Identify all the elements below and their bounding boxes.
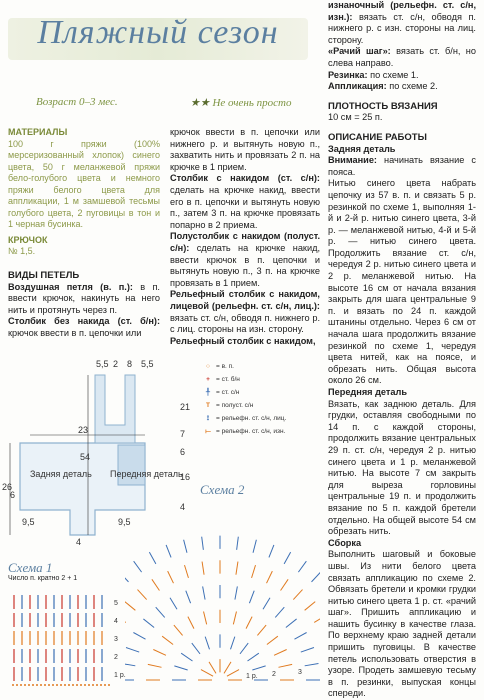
scheme1-title: Схема 1	[8, 560, 53, 575]
stitch-mark	[237, 537, 239, 550]
stitch-mark	[209, 662, 216, 674]
loops-section-col2	[170, 127, 320, 347]
stitch-mark	[224, 662, 231, 674]
applique-text: по схеме 2.	[389, 81, 438, 92]
stitch-mark	[192, 643, 200, 654]
dim-waist: 6	[10, 490, 16, 500]
stitch-mark	[125, 615, 126, 622]
scheme1-row-label: 1 р.	[114, 672, 126, 679]
stitch-mark	[170, 598, 177, 610]
air-loop-term: Воздушная петля (в. п.):	[8, 281, 133, 292]
dim-bottom-mid: 4	[76, 537, 82, 547]
stitch-mark	[181, 653, 192, 661]
stitch-mark	[125, 572, 128, 582]
front-post-text: вязать ст. с/н, обводя п. нижнего р. с лиц. стороны на изн. сторону.	[170, 312, 320, 335]
scheme1-subtitle: Число п. кратно 2 + 1	[8, 575, 78, 582]
legend-row-sc: + = ст. б/н	[200, 373, 320, 386]
dim-side-4: 4	[180, 502, 186, 512]
stitch-mark	[249, 591, 254, 603]
stitch-mark	[284, 552, 291, 564]
loops-section-col1	[8, 270, 160, 340]
pattern-band	[118, 445, 145, 485]
attention-text: начинать вязание с пояса.	[328, 155, 477, 177]
pattern-bib	[95, 375, 135, 443]
rib-text: по схеме 1.	[370, 69, 419, 80]
stitch-mark	[240, 643, 248, 654]
sc-icon: +	[206, 376, 210, 383]
stitch-mark	[227, 670, 239, 677]
rib-term: Резинка:	[328, 69, 368, 80]
difficulty-label: Не очень просто	[212, 97, 292, 109]
scheme2-row-label: 2	[272, 671, 276, 678]
assembly-text: Выполнить шаговый и боковые швы. Из нити белого цвета связать аппликацию по схеме 2. Обвязать бретели и кромки грудки нитью синего цвета 1 р. ст. «рачий шаг». Пришить аппликацию и нашить бусинку в качестве глаза. По верхнему краю задней детали пришить пуговицы. В качестве петель использовать отверстия в узоре. Продеть замшевую тесьму в п. резинки, выпуская концы спереди.	[328, 549, 476, 699]
stitch-mark	[134, 561, 142, 572]
stitch-mark	[204, 611, 207, 624]
stitch-mark	[149, 552, 156, 564]
stitch-mark	[174, 666, 187, 670]
stitch-mark	[202, 562, 204, 575]
sc-term: Столбик без накида (ст. б/н):	[8, 316, 160, 327]
stitch-mark	[263, 598, 270, 610]
stitch-mark	[125, 664, 135, 666]
stitch-mark	[257, 625, 266, 635]
stitch-mark	[205, 637, 209, 650]
scheme1-row-label: 5	[114, 600, 118, 607]
crab-term: «Рачий шаг»:	[328, 46, 391, 57]
stitch-mark	[293, 590, 302, 600]
stitch-mark	[305, 664, 319, 666]
dim-right-height: 54	[80, 452, 91, 462]
scheme1-row-label: 3	[114, 636, 118, 643]
back-detail-label: Задняя деталь	[30, 469, 92, 479]
materials-section	[8, 127, 160, 258]
applique-term: Аппликация:	[328, 81, 387, 92]
stitch-mark	[152, 579, 160, 590]
scheme1-row-label: 4	[114, 618, 118, 625]
back-detail-text: Нитью синего цвета набрать цепочку из 57 в. п. и связать 5 р. резинкой по схеме 1, выполняя 1-й и 2-й р. нитью синего цвета, 3-й р. — меланжевой нитью, 4-й и 5-й р. — нитью синего цвета. Продолжить вязание ст. с/н, чередуя 2 р. нитью синего цвета и 2 р. меланжевой нитью. На высоте 16 см от начала вязания закрыть для шага центральные 9 п. и вязать по 24 п. каждой штанины отдельно. Через 6 см от начала шага продолжить вязание резинкой по схеме 1, чередуя цвета нитей, как на поясе, и обрезать нить. Общая высота около 26 см.	[328, 178, 476, 386]
stitch-mark	[253, 540, 256, 553]
stitch-mark	[298, 561, 306, 572]
dc-icon: ╀	[206, 389, 210, 396]
stitch-mark	[312, 572, 320, 582]
scheme1-row-label: 2	[114, 654, 118, 661]
assembly-heading: Сборка	[328, 537, 362, 548]
dim-upper-height: 21	[180, 402, 191, 412]
dim-mid-height: 7	[180, 429, 186, 439]
stitch-mark	[252, 565, 256, 578]
scheme2-title: Схема 2	[200, 482, 245, 497]
stitch-mark	[162, 636, 173, 644]
stitch-mark	[252, 666, 265, 670]
dc-text: сделать на крючке накид, ввести его в п. цепочки и вытянуть новую п., затем 3 п. на крючке провязать попарно в 2 приема.	[170, 184, 320, 230]
stitch-mark	[143, 619, 154, 628]
difficulty-info	[190, 96, 291, 109]
col3-text	[328, 0, 476, 700]
work-heading: ОПИСАНИЕ РАБОТЫ	[328, 131, 427, 143]
hdc-term: Полустолбик с накидом (полуст. с/н):	[170, 231, 320, 253]
back-post-text: вязать ст. с/н, обводя п. нижнего р. с изн. стороны на лиц. сторону.	[328, 11, 476, 45]
dim-bottom-right: 9,5	[118, 517, 131, 527]
materials-heading: МАТЕРИАЛЫ	[8, 127, 68, 137]
stitch-mark	[286, 619, 297, 628]
stitch-mark	[275, 607, 284, 617]
dim-left-height: 26	[2, 482, 13, 492]
hook-value: № 1,5.	[8, 246, 36, 256]
legend-row-hdc: T = полуст. с/н	[200, 399, 320, 412]
stitch-mark	[203, 586, 205, 599]
stitch-mark	[133, 633, 145, 640]
sc-text: крючок ввести в п. цепочки или нижнего р. и вытянуть новую п., захватить нить и провязать 2 п. на крючке в 1 прием.	[170, 127, 320, 172]
scheme2-row-label: 1 р.	[246, 673, 258, 680]
legend-row-front-post: ⟟ = рельефн. ст. с/н, лиц.	[200, 412, 320, 425]
stitch-mark	[231, 637, 235, 650]
density-heading: ПЛОТНОСТЬ ВЯЗАНИЯ	[328, 100, 438, 112]
attention-term: Внимание:	[328, 155, 377, 166]
dim-strap-d: 5,5	[141, 359, 154, 369]
legend-row-back-post: ⟝ = рельефн. ст. с/н, изн.	[200, 425, 320, 438]
stitch-mark	[305, 602, 316, 611]
stitch-mark	[235, 586, 237, 599]
stitch-mark	[125, 602, 135, 611]
front-detail-label: Передняя деталь	[110, 469, 183, 479]
age-info: Возраст 0–3 мес.	[36, 96, 118, 108]
stitch-mark	[269, 545, 274, 557]
loops-heading: ВИДЫ ПЕТЕЛЬ	[8, 270, 80, 281]
legend	[200, 360, 320, 438]
stitch-mark	[153, 649, 166, 655]
dim-top-width: 23	[78, 425, 89, 435]
page-title: Пляжный сезон	[37, 14, 279, 51]
stitch-mark	[278, 664, 292, 667]
stitch-mark	[166, 545, 171, 557]
density-text: 10 см = 25 п.	[328, 112, 383, 123]
stitch-mark	[267, 636, 278, 644]
back-detail-heading: Задняя деталь	[328, 143, 396, 154]
materials-text: 100 г пряжи (100% мерсеризованный хлопок) синего цвета, 50 г меланжевой пряжи бело-голубого цвета и немного пряжи белого цвета для аппликации, 1 м замшевой тесьмы голубого цвета, 2 пуговицы в тон и 1 черная бусинка.	[8, 138, 160, 229]
stitch-mark	[137, 590, 146, 600]
stitch-mark	[126, 648, 139, 653]
scheme1-chart	[6, 585, 131, 695]
dim-bottom-left: 9,5	[22, 517, 35, 527]
stitch-mark	[248, 653, 259, 661]
dim-side-16: 16	[180, 472, 191, 482]
stitch-mark	[233, 611, 236, 624]
stitch-mark	[294, 633, 306, 640]
air-loop-text: в п. ввести крючок, накинуть на него нить и протянуть через п.	[8, 281, 160, 315]
sc-text-start: крючок ввести в п. цепочки или	[8, 327, 142, 338]
back-post-term: Рельефный столбик с накидом,	[170, 335, 316, 346]
dim-side-6: 6	[180, 447, 186, 457]
stitch-mark	[186, 591, 191, 603]
stitch-mark	[236, 562, 238, 575]
dim-strap-a: 5,5	[96, 359, 109, 369]
dc-term: Столбик с накидом (ст. с/н):	[170, 173, 320, 184]
front-post-term: Рельефный столбик с накидом, лицевой (рельефн. ст. с/н, лиц.):	[170, 289, 320, 311]
back-post-term-cont: изнаночный (рельефн. ст. с/н, изн.):	[328, 0, 476, 22]
dim-strap-b: 2	[113, 359, 119, 369]
front-detail-heading: Передняя деталь	[328, 387, 408, 397]
air-loop-icon: ○	[206, 363, 210, 370]
front-detail-text: Вязать, как заднюю деталь. Для грудки, оставляя свободными по 14 п. с каждой стороны, продолжить вязание центральных 29 п. ст. с/н, чередуя 2 р. нитью синего цвета и 1 р. меланжевой нитью. На высоте 7 см закрыть для выреза горловины центральные 19 п. и продолжить вязание по 5 п. каждой бретели отдельно. На общей высоте 54 см обрезать нить.	[328, 398, 476, 537]
stitch-mark	[301, 648, 314, 653]
hook-heading: КРЮЧОК	[8, 234, 48, 245]
stitch-mark	[174, 625, 183, 635]
stitch-mark	[168, 571, 174, 583]
stitch-mark	[274, 649, 287, 655]
stitch-mark	[314, 615, 320, 622]
stitch-mark	[246, 617, 252, 629]
scheme2-chart	[125, 495, 320, 695]
stitch-mark	[202, 537, 204, 550]
stitch-mark	[156, 607, 165, 617]
stitch-mark	[267, 571, 273, 583]
dim-strap-c: 8	[127, 359, 133, 369]
stitch-mark	[201, 670, 213, 677]
difficulty-stars: ★★	[190, 97, 210, 109]
legend-row-dc: ╀ = ст. с/н	[200, 386, 320, 399]
crab-text: вязать ст. б/н, но слева направо.	[328, 46, 476, 68]
back-post-icon: ⟝	[205, 428, 211, 435]
front-post-icon: ⟟	[206, 415, 210, 422]
stitch-mark	[184, 540, 187, 553]
hdc-text: сделать на крючке накид, ввести крючок в п. цепочки и вытянуть новую п., 3 п. на крючке провязать в 1 прием.	[170, 242, 320, 288]
stitch-mark	[281, 579, 289, 590]
stitch-mark	[185, 565, 189, 578]
stitch-mark	[188, 617, 194, 629]
legend-row-air: ○ = в. п.	[200, 360, 320, 373]
hdc-icon: T	[206, 402, 210, 409]
scheme2-row-label: 3	[298, 669, 302, 676]
stitch-mark	[148, 664, 162, 667]
